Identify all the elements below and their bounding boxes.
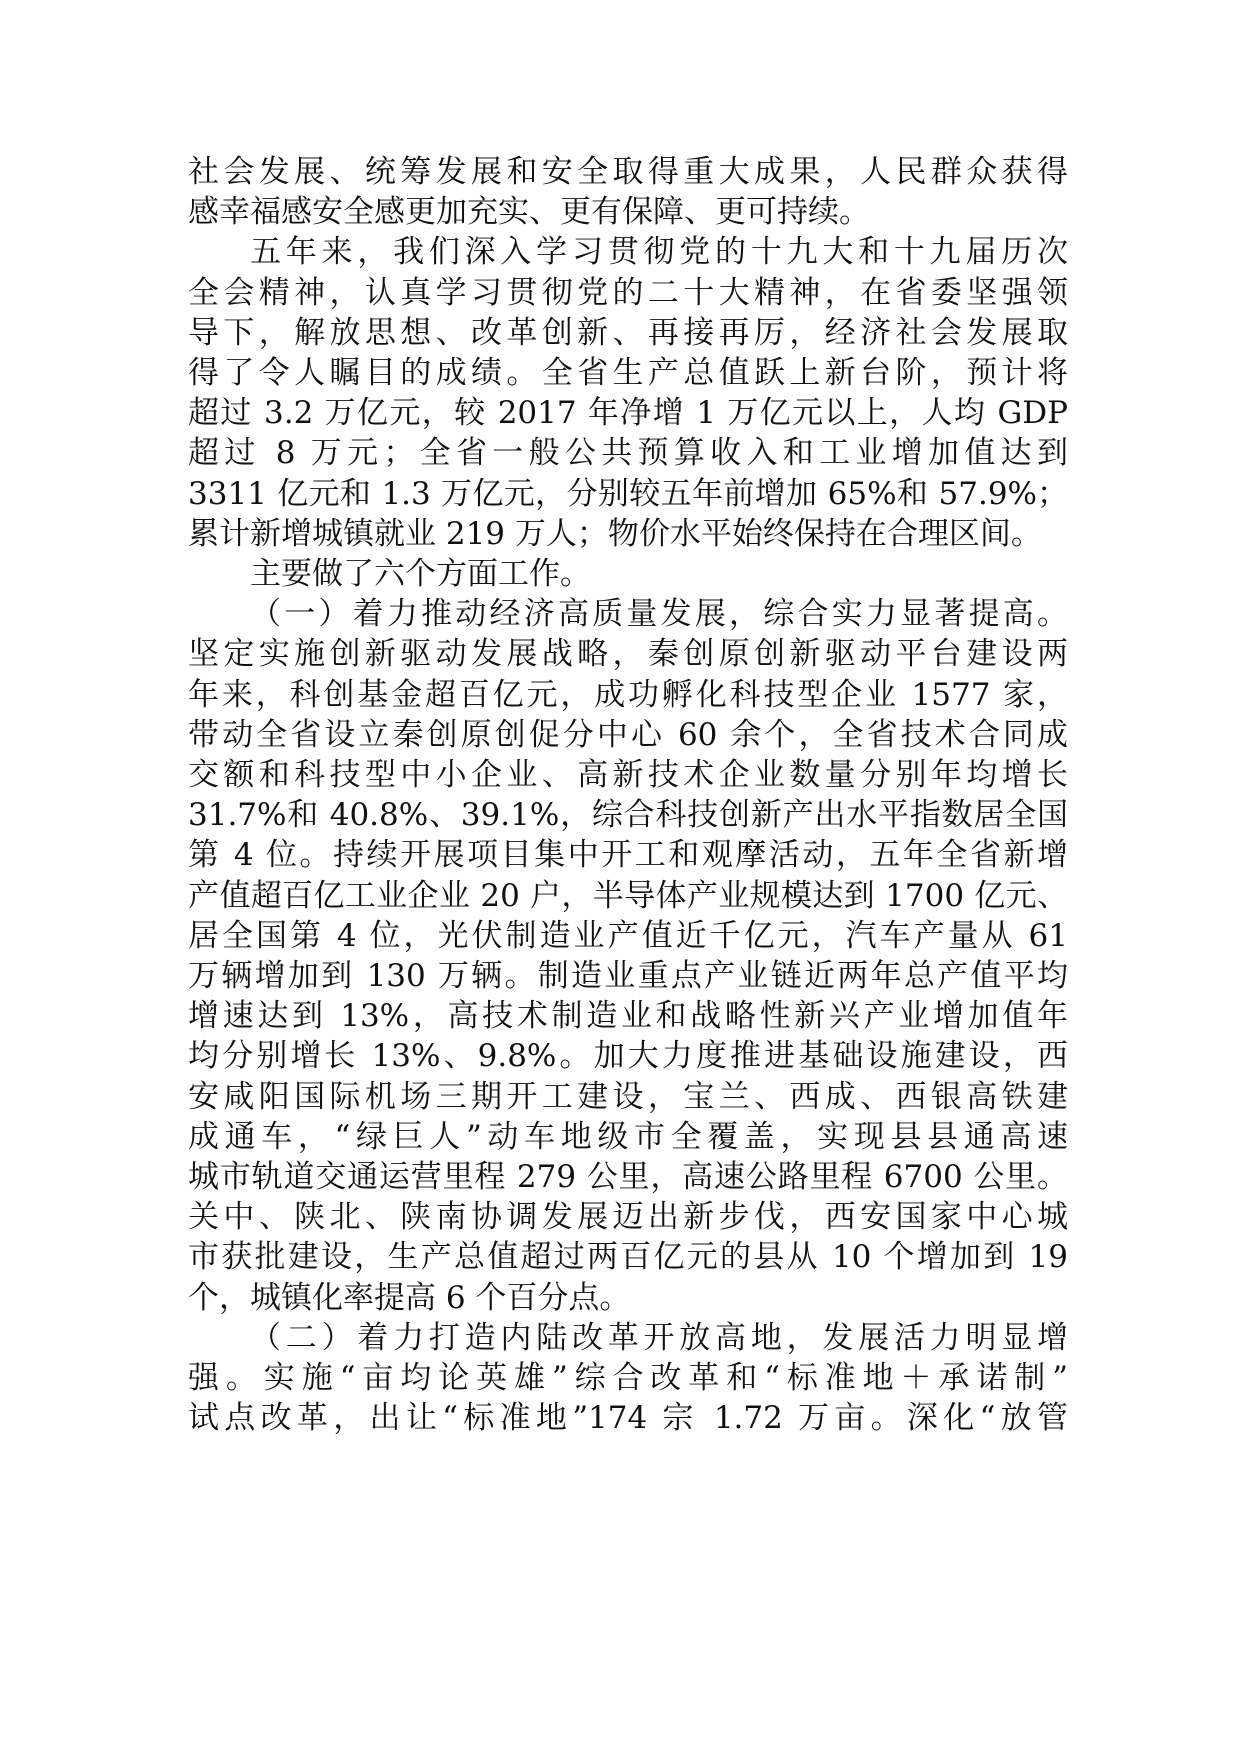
text-line: （二）着力打造内陆改革开放高地，发展活力明显增 [250, 1319, 1068, 1356]
text-line: 关中、陕北、陕南协调发展迈出新步伐，西安国家中心城 [188, 1199, 1068, 1236]
text-line: 五年来，我们深入学习贯彻党的十九大和十九届历次 [250, 234, 1068, 271]
text-line: 全会精神，认真学习贯彻党的二十大精神，在省委坚强领 [188, 274, 1068, 311]
text-line: 感幸福感安全感更加充实、更有保障、更可持续。 [188, 194, 870, 231]
text-line: 强。实施“亩均论英雄”综合改革和“标准地＋承诺制” [188, 1360, 1068, 1397]
document-body [188, 152, 1068, 1439]
text-line: 得了令人瞩目的成绩。全省生产总值跃上新台阶，预计将 [188, 355, 1068, 392]
text-line: 市获批建设，生产总值超过两百亿元的县从 10 个增加到 19 [188, 1239, 1068, 1276]
paragraph-p3 [188, 554, 1068, 594]
paragraph-p4 [188, 594, 1068, 1318]
text-line: 增速达到 13%，高技术制造业和战略性新兴产业增加值年 [188, 998, 1068, 1035]
text-line: 累计新增城镇就业 219 万人；物价水平始终保持在合理区间。 [188, 515, 1042, 552]
text-line: 城市轨道交通运营里程 279 公里，高速公路里程 6700 公里。 [188, 1159, 1068, 1196]
text-line: 试点改革，出让“标准地”174 宗 1.72 万亩。深化“放管 [188, 1400, 1068, 1437]
text-line: （一）着力推动经济高质量发展，综合实力显著提高。 [250, 596, 1068, 633]
text-line: 均分别增长 13%、9.8%。加大力度推进基础设施建设，西 [188, 1038, 1068, 1075]
text-line: 年来，科创基金超百亿元，成功孵化科技型企业 1577 家， [188, 676, 1068, 713]
text-line: 超过 3.2 万亿元，较 2017 年净增 1 万亿元以上，人均 GDP [188, 395, 1068, 432]
text-line: 安咸阳国际机场三期开工建设，宝兰、西成、西银高铁建 [188, 1078, 1068, 1115]
text-line: 万辆增加到 130 万辆。制造业重点产业链近两年总产值平均 [188, 958, 1068, 995]
text-line: 社会发展、统筹发展和安全取得重大成果，人民群众获得 [188, 154, 1068, 190]
text-line: 居全国第 4 位，光伏制造业产值近千亿元，汽车产量从 61 [188, 917, 1068, 954]
text-line: 带动全省设立秦创原创促分中心 60 余个，全省技术合同成 [188, 716, 1068, 753]
text-line: 主要做了六个方面工作。 [250, 556, 591, 593]
paragraph-p1 [188, 152, 1068, 232]
text-line: 导下，解放思想、改革创新、再接再厉，经济社会发展取 [188, 314, 1068, 351]
paragraph-p2 [188, 232, 1068, 554]
text-line: 交额和科技型中小企业、高新技术企业数量分别年均增长 [188, 757, 1068, 794]
text-line: 个，城镇化率提高 6 个百分点。 [188, 1279, 631, 1316]
text-line: 超过 8 万元；全省一般公共预算收入和工业增加值达到 [188, 435, 1068, 472]
text-line: 成通车，“绿巨人”动车地级市全覆盖，实现县县通高速 [188, 1118, 1068, 1155]
text-line: 坚定实施创新驱动发展战略，秦创原创新驱动平台建设两 [188, 636, 1068, 673]
text-line: 3311 亿元和 1.3 万亿元，分别较五年前增加 65%和 57.9%； [188, 475, 1068, 512]
text-line: 31.7%和 40.8%、39.1%，综合科技创新产出水平指数居全国 [188, 797, 1068, 834]
paragraph-p5 [188, 1318, 1068, 1439]
text-line: 产值超百亿工业企业 20 户，半导体产业规模达到 1700 亿元、 [188, 877, 1068, 914]
text-line: 第 4 位。持续开展项目集中开工和观摩活动，五年全省新增 [188, 837, 1068, 874]
